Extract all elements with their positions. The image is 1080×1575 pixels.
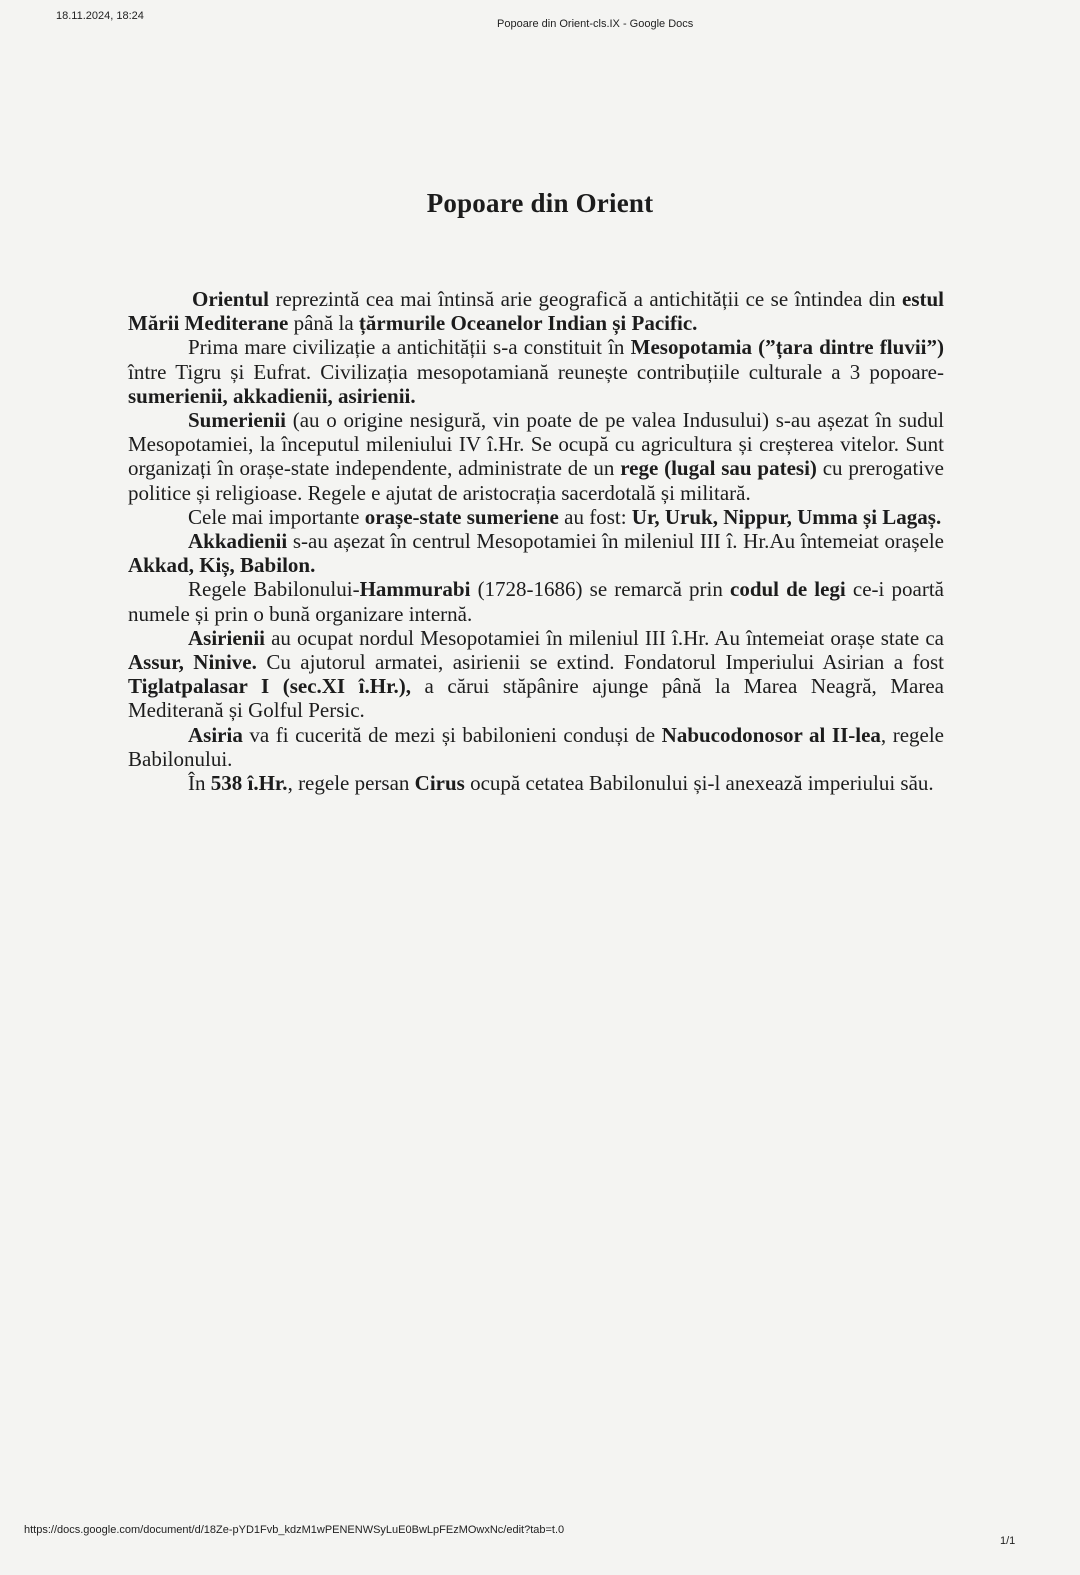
paragraph-orientul bbox=[128, 287, 944, 335]
text-segment: Cu ajutorul armatei, asirienii se extind. Fondatorul Imperiului Asirian a fost bbox=[256, 650, 945, 675]
text-segment: orașe-state sumeriene bbox=[364, 504, 559, 529]
text-segment: 538 î.Hr. bbox=[210, 771, 288, 796]
paragraph-hammurabi bbox=[128, 577, 944, 625]
text-segment: codul de legi bbox=[730, 577, 846, 602]
document-title: Popoare din Orient bbox=[426, 188, 654, 218]
text-segment: a cărui stăpânire ajunge până la Marea Neagră, Marea Mediterană și Golful Persic. bbox=[128, 674, 944, 723]
page-number: 1/1 bbox=[1000, 1535, 1016, 1547]
text-segment: reprezintă cea mai întinsă arie geografică a antichității ce se întindea din bbox=[269, 287, 902, 311]
text-segment: estul Mării Mediterane bbox=[128, 287, 944, 336]
text-segment: Ur, Uruk, Nippur, Umma și Lagaș. bbox=[631, 504, 942, 529]
text-segment: au fost: bbox=[558, 504, 632, 529]
text-segment: au ocupat nordul Mesopotamiei în mileniul III î.Hr. Au întemeiat orașe state ca bbox=[265, 625, 944, 650]
text-segment: va fi cucerită de mezi și babilonieni conduși de bbox=[242, 722, 662, 747]
paragraph-asirienii bbox=[128, 626, 944, 723]
paragraph-orase-state bbox=[128, 505, 944, 529]
text-segment: țărmurile Oceanelor Indian și Pacific. bbox=[358, 311, 698, 336]
paragraph-sumerienii bbox=[128, 408, 944, 505]
text-segment: ocupă cetatea Babilonului și-l anexează imperiului său. bbox=[464, 771, 934, 796]
print-document-title: Popoare din Orient-cls.IX - Google Docs bbox=[497, 18, 694, 30]
text-segment: Regele Babilonului- bbox=[188, 577, 360, 602]
text-segment: , regele persan bbox=[287, 771, 415, 796]
text-segment: Hammurabi bbox=[359, 577, 471, 602]
text-segment: Akkad, Kiș, Babilon. bbox=[128, 553, 316, 578]
text-segment: Nabucodonosor al II-lea bbox=[661, 722, 881, 747]
text-segment: Sumerienii bbox=[188, 408, 286, 433]
text-segment: (au o origine nesigură, vin poate de pe valea Indusului) s-au așezat în sudul Mesopotamiei, la începutul mileniului IV î.Hr. Se ocupă cu agricultura și creșterea vitelor. Sunt organizați în orașe-state independente, administrate de un bbox=[128, 408, 944, 481]
text-segment: Akkadienii bbox=[188, 529, 288, 554]
paragraph-mesopotamia bbox=[128, 335, 944, 408]
document-url: https://docs.google.com/document/d/18Ze-pYD1Fvb_kdzM1wPENENWSyLuE0BwLpFEzMOwxNc/edit?tab=t.0 bbox=[24, 1524, 565, 1536]
text-segment: (1728-1686) se remarcă prin bbox=[470, 577, 730, 602]
text-segment: Orientul bbox=[192, 287, 269, 311]
text-segment: între Tigru și Eufrat. Civilizația mesopotamiană reunește contribuțiile culturale a 3 popoare- bbox=[128, 359, 944, 384]
document-body bbox=[128, 287, 944, 795]
paragraph-akkadienii bbox=[128, 529, 944, 577]
text-segment: Mesopotamia (”țara dintre fluvii”) bbox=[630, 335, 944, 360]
text-segment: , regele Babilonului. bbox=[128, 722, 944, 771]
text-segment: În bbox=[188, 771, 211, 796]
text-segment: cu prerogative politice și religioase. Regele e ajutat de aristocrația sacerdotală și militară. bbox=[128, 456, 944, 505]
text-segment: Prima mare civilizație a antichității s-a constituit în bbox=[188, 335, 631, 360]
text-segment: sumerienii, akkadienii, asirienii. bbox=[128, 383, 416, 408]
text-segment: Cirus bbox=[414, 771, 465, 796]
paragraph-cirus bbox=[128, 771, 944, 795]
paragraph-asiria bbox=[128, 723, 944, 771]
text-segment: ce-i poartă numele și prin o bună organizare internă. bbox=[128, 577, 944, 626]
text-segment: rege (lugal sau patesi) bbox=[620, 456, 817, 481]
text-segment: Tiglatpalasar I (sec.XI î.Hr.), bbox=[128, 674, 411, 699]
text-segment: Assur, Ninive. bbox=[128, 650, 257, 675]
text-segment: Asiria bbox=[188, 722, 243, 747]
text-segment: Cele mai importante bbox=[188, 504, 365, 529]
print-datetime: 18.11.2024, 18:24 bbox=[56, 10, 144, 22]
text-segment: Asirienii bbox=[188, 625, 265, 650]
text-segment: până la bbox=[288, 311, 359, 336]
text-segment: s-au așezat în centrul Mesopotamiei în mileniul III î. Hr.Au întemeiat orașele bbox=[287, 529, 944, 554]
